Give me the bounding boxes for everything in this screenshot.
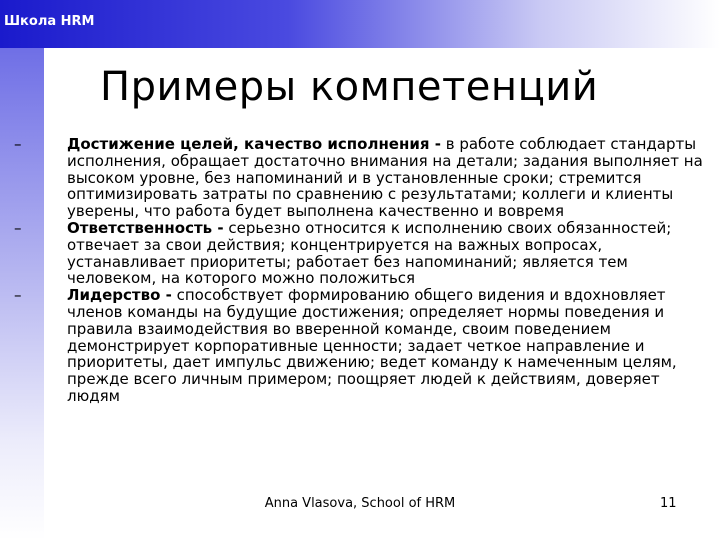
bullet-term: Ответственность - — [67, 218, 224, 237]
bullet-list — [14, 136, 714, 405]
bullet-term: Лидерство - — [67, 286, 172, 305]
slide-title: Примеры компетенций — [100, 64, 599, 110]
bullet-item — [14, 220, 714, 287]
footer-author: Anna Vlasova, School of HRM — [264, 496, 456, 511]
bullet-term: Достижение целей, качество исполнения - — [67, 135, 441, 153]
bullet-text: серьезно относится к исполнению своих обязанностей; отвечает за свои действия; концентрируется на важных вопросах, устанавливает приоритеты; работает без напоминаний; является тем человеком, на которого можно положиться — [67, 218, 672, 288]
bullet-dash: – — [14, 218, 22, 237]
bullet-item — [14, 136, 714, 220]
bullet-item — [14, 287, 714, 405]
bullet-dash: – — [14, 135, 22, 153]
page-number: 11 — [660, 496, 677, 511]
bullet-text: в работе соблюдает стандарты исполнения, обращает достаточно внимания на детали; задания выполняет на высоком уровне, без напоминаний и в установленные сроки; стремится оптимизировать затраты по сравнению с результатами; коллеги и клиенты уверены, что работа будет выполнена качественно и вовремя — [67, 135, 703, 221]
bullet-text: способствует формированию общего видения и вдохновляет членов команды на будущие достижения; определяет нормы поведения и правила взаимодействия во вверенной команде, своим поведением демонстрирует корпоративные ценности; задает четкое направление и приоритеты, дает импульс движению; ведет команду к намеченным целям, прежде всего личным примером; поощряет людей к действиям, доверяет людям — [67, 286, 677, 405]
brand-label: Школа HRM — [4, 14, 95, 29]
header-bar — [0, 0, 720, 48]
bullet-dash: – — [14, 286, 22, 305]
